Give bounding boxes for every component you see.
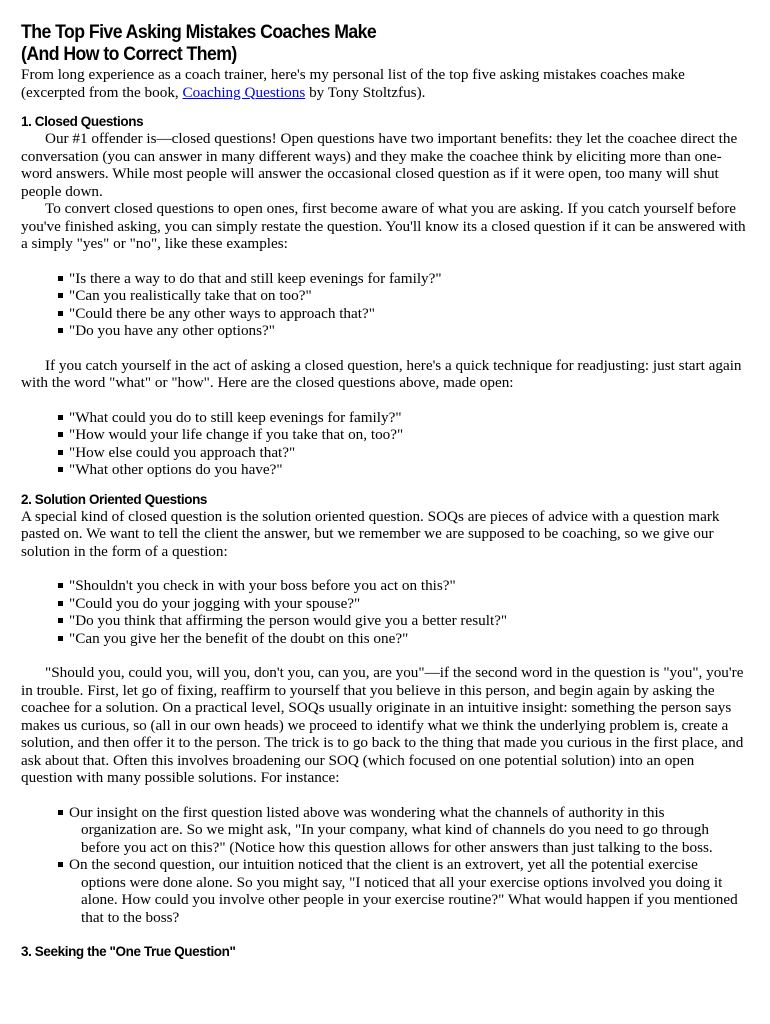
soq-list bbox=[21, 577, 748, 647]
bullet-icon bbox=[58, 467, 63, 472]
bullet-icon bbox=[58, 601, 63, 606]
list-item: "Is there a way to do that and still keep evenings for family?" bbox=[58, 270, 748, 288]
bullet-icon bbox=[58, 432, 63, 437]
coaching-questions-link[interactable]: Coaching Questions bbox=[182, 83, 306, 101]
title-line-1: The Top Five Asking Mistakes Coaches Make bbox=[21, 22, 377, 43]
open-questions-list bbox=[21, 409, 748, 479]
list-item: "Can you realistically take that on too?" bbox=[58, 287, 748, 305]
list-item: "Do you have any other options?" bbox=[58, 322, 748, 340]
intro-text: From long experience as a coach trainer, here's my personal list of the top five asking mistakes coaches make (excerpted from the book, bbox=[21, 66, 685, 101]
insight-list bbox=[21, 804, 748, 927]
list-item: "What other options do you have?" bbox=[58, 461, 748, 479]
list-item: On the second question, our intuition noticed that the client is an extrovert, yet all the potential exercise options were done alone. So you might say, "I noticed that all your exercise options involved you doing it alone. How could you involve other people in your exercise routine?" What would happen if you mentioned that to the boss? bbox=[58, 856, 748, 926]
bullet-icon bbox=[58, 862, 63, 867]
closed-questions-list bbox=[21, 270, 748, 340]
section-1-paragraph-1: Our #1 offender is—closed questions! Open questions have two important benefits: they let the coachee direct the conversation (you can answer in many different ways) and they make the coachee think by eliciting more than one-word answers. While most people will answer the occasional closed question as if it were open, too many will shut people down. bbox=[21, 130, 738, 200]
list-item: "Could there be any other ways to approach that?" bbox=[58, 305, 748, 323]
bullet-icon bbox=[58, 328, 63, 333]
list-item-continuation: organization are. So we might ask, "In your company, what kind of channels do you need to go through before you act on this?" (Notice how this question allows for other answers than just talking to the boss. bbox=[81, 821, 713, 856]
intro-text-end: by Tony Stoltzfus). bbox=[305, 83, 426, 101]
list-item: "Do you think that affirming the person would give you a better result?" bbox=[58, 612, 748, 630]
section-1-paragraph-3: If you catch yourself in the act of asking a closed question, here's a quick technique for readjusting: just start again with the word "what" or "how". Here are the closed questions above, made open: bbox=[21, 356, 742, 391]
list-item-continuation: options were done alone. So you might say, "I noticed that all your exercise options involved you doing it alone. How could you involve other people in your exercise routine?" What would happen if you mentioned that to the boss? bbox=[81, 873, 738, 926]
list-item: "What could you do to still keep evenings for family?" bbox=[58, 409, 748, 427]
list-item: "Could you do your jogging with your spouse?" bbox=[58, 595, 748, 613]
bullet-icon bbox=[58, 311, 63, 316]
bullet-icon bbox=[58, 293, 63, 298]
list-item: Our insight on the first question listed above was wondering what the channels of authority in this organization are. So we might ask, "In your company, what kind of channels do you need to go through before you act on this?" (Notice how this question allows for other answers than just talking to the boss. bbox=[58, 804, 748, 857]
bullet-icon bbox=[58, 450, 63, 455]
section-2-paragraph-2: "Should you, could you, will you, don't you, can you, are you"—if the second word in the question is "you", you're in trouble. First, let go of fixing, reaffirm to yourself that you believe in this person, and begin again by asking the coachee for a solution. On a practical level, SOQs usually originate in an intuitive insight: something the person says makes us curious, so (all in our own heads) we proceed to identify what we think the underlying problem is, create a solution, and then offer it to the person. The trick is to go back to the thing that made you curious in the first place, and ask about that. Often this involves broadening our SOQ (which focused on one potential solution) into an open question with many possible solutions. For instance: bbox=[21, 664, 744, 786]
list-item: "How would your life change if you take that on, too?" bbox=[58, 426, 748, 444]
bullet-icon bbox=[58, 583, 63, 588]
section-1-paragraph-2: To convert closed questions to open ones, first become aware of what you are asking. If you catch yourself before you've finished asking, you can simply restate the question. You'll know its a closed question if it can be answered with a simply "yes" or "no", like these examples: bbox=[21, 200, 746, 252]
title-line-2: (And How to Correct Them) bbox=[21, 44, 237, 65]
section-2-paragraph-1: A special kind of closed question is the solution oriented question. SOQs are pieces of advice with a question mark pasted on. We want to tell the client the answer, but we remember we are supposed to be coaching, so we give our solution in the form of a question: bbox=[21, 507, 720, 560]
bullet-icon bbox=[58, 415, 63, 420]
list-item: "How else could you approach that?" bbox=[58, 444, 748, 462]
section-3-heading: 3. Seeking the "One True Question" bbox=[21, 944, 236, 959]
bullet-icon bbox=[58, 810, 63, 815]
bullet-icon bbox=[58, 618, 63, 623]
intro-paragraph bbox=[21, 66, 748, 101]
page-title bbox=[21, 22, 697, 66]
section-2-heading: 2. Solution Oriented Questions bbox=[21, 491, 208, 507]
bullet-icon bbox=[58, 636, 63, 641]
section-1-heading: 1. Closed Questions bbox=[21, 114, 144, 129]
list-item: "Shouldn't you check in with your boss before you act on this?" bbox=[58, 577, 748, 595]
list-item: "Can you give her the benefit of the doubt on this one?" bbox=[58, 630, 748, 648]
bullet-icon bbox=[58, 276, 63, 281]
